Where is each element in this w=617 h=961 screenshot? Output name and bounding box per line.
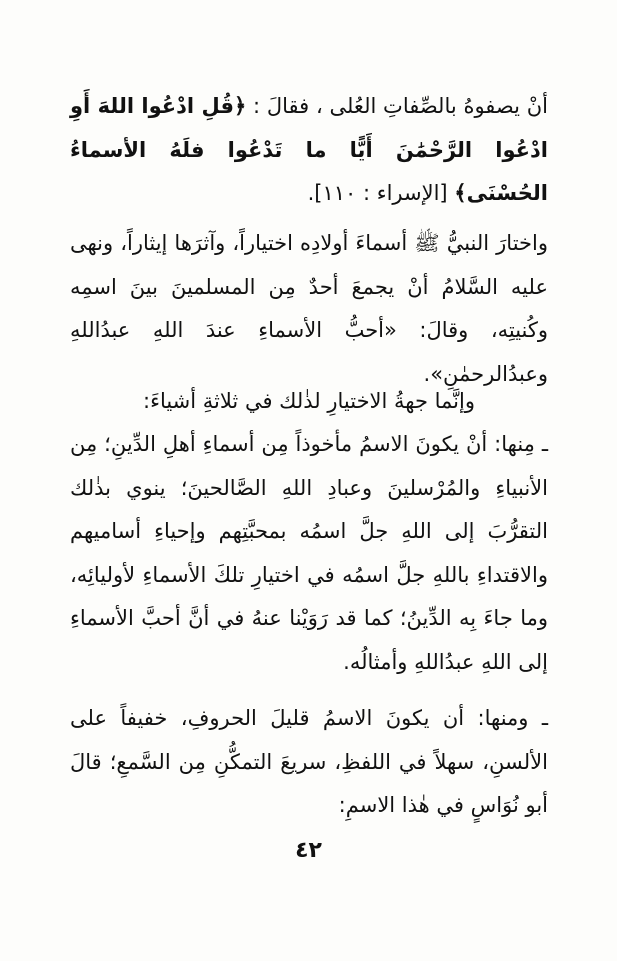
paragraph-three-things: وإنَّما جهةُ الاختيارِ لذٰلك في ثلاثةِ أشياءَ: bbox=[143, 389, 475, 413]
paragraph-prophet-names: واختارَ النبيُّ ﷺ أسماءَ أولادِه اختياراً، وآثرَها إيثاراً، ونهى عليه السَّلامُ أنْ يجمعَ أحدٌ مِن المسلمينَ بينَ اسمِه وكُنيتِه، وقالَ: «أحبُّ الأسماءِ عندَ اللهِ عبدُاللهِ وعبدُالرحمٰنِ». bbox=[70, 231, 548, 386]
paragraph-quran-verse bbox=[70, 85, 548, 216]
paragraph-second-reason: ـ ومنها: أن يكونَ الاسمُ قليلَ الحروفِ، خفيفاً على الألسنِ، سهلاً في اللفظِ، سريعَ التمكُّنِ مِن السَّمعِ؛ قالَ أبو نُوَاسٍ في هٰذا الاسمِ: bbox=[70, 706, 548, 817]
verse-reference: [الإسراء : ١١٠]. bbox=[307, 181, 455, 205]
paragraph-first-reason: ـ مِنها: أنْ يكونَ الاسمُ مأخوذاً مِن أسماءِ أهلِ الدِّينِ؛ مِن الأنبياءِ والمُرْسلينَ وعبادِ اللهِ الصَّالحينَ؛ ينوي بذٰلك التقرُّبَ إلى اللهِ جلَّ اسمُه بمحبَّتِهم وإحياءِ أساميهم والاقتداءِ باللهِ جلَّ اسمُه في اختيارِ تلكَ الأسماءِ لأوليائِه، وما جاءَ بِه الدِّينُ؛ كما قد رَوَيْنا عنهُ في أنَّ أحبَّ الأسماءِ إلى اللهِ عبدُاللهِ وأمثالُه. bbox=[70, 432, 548, 674]
quran-verse: ﴿قُلِ ادْعُوا اللهَ أَوِ ادْعُوا الرَّحْمَٰنَ أَيًّا ما تَدْعُوا فلَهُ الأسماءُ الحُسْنَى﴾ bbox=[70, 94, 548, 205]
page-number: ٤٢ bbox=[295, 838, 322, 863]
paragraph-1-intro: أنْ يصفوهُ بالصِّفاتِ العُلى ، فقالَ : bbox=[246, 94, 548, 118]
